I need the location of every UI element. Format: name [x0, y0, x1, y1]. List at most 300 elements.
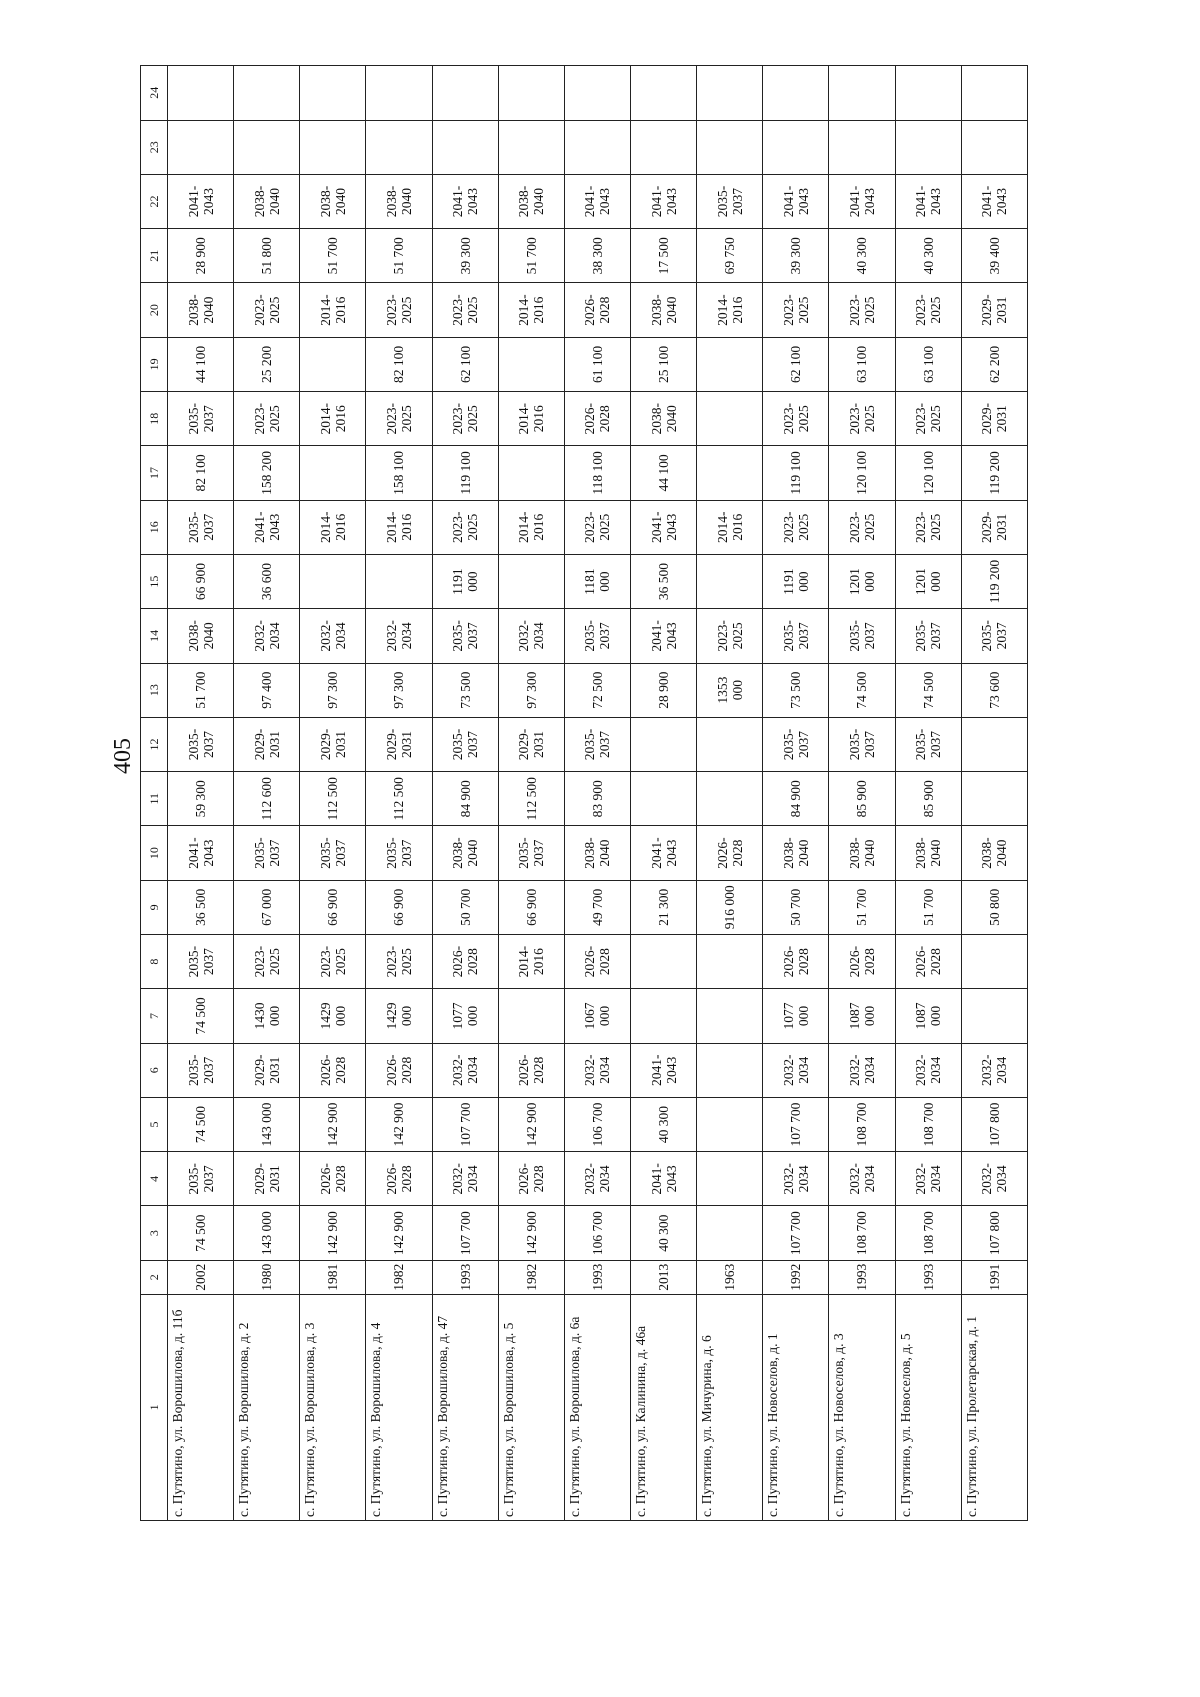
table-cell: [697, 1152, 763, 1206]
table-row: [234, 66, 300, 1521]
table-cell: 2029-2031: [234, 1152, 300, 1206]
table-cell: [300, 120, 366, 174]
table-cell: 2041-2043: [168, 174, 234, 228]
table-cell: [697, 392, 763, 446]
table-cell: [763, 66, 829, 121]
table-cell: 112 500: [498, 772, 564, 826]
table-cell: 21 300: [630, 880, 696, 934]
table-cell: 158 200: [234, 446, 300, 500]
table-cell: 51 800: [234, 229, 300, 283]
table-cell: 1982: [498, 1260, 564, 1294]
table-cell: 2038-2040: [234, 174, 300, 228]
table-cell: 59 300: [168, 772, 234, 826]
table-cell: [234, 66, 300, 121]
table-cell: 51 700: [366, 229, 432, 283]
table-cell: 2035-2037: [829, 717, 895, 771]
table-cell: [961, 120, 1027, 174]
table-cell: 2032-2034: [763, 1043, 829, 1097]
table-cell: 39 300: [432, 229, 498, 283]
column-number-cell: 10: [141, 826, 168, 880]
table-cell: 2035-2037: [961, 609, 1027, 663]
table-cell: 2032-2034: [234, 609, 300, 663]
table-row: [564, 66, 630, 1521]
table-cell: 2023-2025: [432, 283, 498, 337]
table-cell: 112 600: [234, 772, 300, 826]
column-number-cell: 3: [141, 1206, 168, 1260]
table-cell: [366, 66, 432, 121]
table-cell: 2029-2031: [300, 717, 366, 771]
table-cell: 2014-2016: [498, 500, 564, 554]
table-cell: 1981: [300, 1260, 366, 1294]
table-cell: 2032-2034: [763, 1152, 829, 1206]
table-cell: 63 100: [829, 337, 895, 391]
table-cell: 2032-2034: [829, 1043, 895, 1097]
table-cell: 2035-2037: [168, 1152, 234, 1206]
table-cell: [630, 989, 696, 1043]
column-number-cell: 7: [141, 989, 168, 1043]
table-cell: 112 500: [300, 772, 366, 826]
table-cell: 2023-2025: [234, 392, 300, 446]
column-number-cell: 15: [141, 554, 168, 608]
table-cell: [697, 989, 763, 1043]
table-cell: 66 900: [366, 880, 432, 934]
table-cell: 74 500: [168, 1206, 234, 1260]
table-cell: [697, 1043, 763, 1097]
table-cell: 49 700: [564, 880, 630, 934]
table-cell: 2032-2034: [366, 609, 432, 663]
address-cell: с. Путятино, ул. Калинина, д. 46а: [630, 1294, 696, 1520]
table-cell: 28 900: [630, 663, 696, 717]
column-number-row: [141, 66, 168, 1521]
table-cell: 2023-2025: [300, 935, 366, 989]
table-cell: 85 900: [895, 772, 961, 826]
table-cell: 2029-2031: [366, 717, 432, 771]
table-cell: 1429 000: [366, 989, 432, 1043]
address-cell: с. Путятино, ул. Ворошилова, д. 3: [300, 1294, 366, 1520]
table-cell: 2029-2031: [961, 500, 1027, 554]
table-cell: 2038-2040: [763, 826, 829, 880]
table-cell: 2023-2025: [564, 500, 630, 554]
table-cell: 2014-2016: [498, 392, 564, 446]
table-cell: 66 900: [168, 554, 234, 608]
table-cell: 2032-2034: [300, 609, 366, 663]
table-cell: 25 100: [630, 337, 696, 391]
table-cell: 1993: [829, 1260, 895, 1294]
table-cell: 2023-2025: [895, 283, 961, 337]
table-cell: 2041-2043: [630, 500, 696, 554]
housing-repair-schedule-table: [140, 65, 1028, 1521]
table-cell: 2035-2037: [763, 717, 829, 771]
table-cell: 2026-2028: [697, 826, 763, 880]
table-cell: 2026-2028: [829, 935, 895, 989]
table-cell: 2041-2043: [432, 174, 498, 228]
rotated-table-container: [140, 65, 1028, 1521]
table-row: [366, 66, 432, 1521]
table-cell: 2029-2031: [498, 717, 564, 771]
address-cell: с. Путятино, ул. Мичурина, д. 6: [697, 1294, 763, 1520]
table-cell: 2041-2043: [630, 826, 696, 880]
table-cell: 74 500: [168, 1097, 234, 1151]
table-cell: 106 700: [564, 1206, 630, 1260]
table-cell: 36 500: [630, 554, 696, 608]
table-cell: 2038-2040: [630, 283, 696, 337]
table-cell: 2038-2040: [498, 174, 564, 228]
table-cell: 2029-2031: [234, 717, 300, 771]
table-cell: 73 600: [961, 663, 1027, 717]
table-cell: 2035-2037: [168, 392, 234, 446]
table-cell: 1353 000: [697, 663, 763, 717]
address-cell: с. Путятино, ул. Ворошилова, д. 47: [432, 1294, 498, 1520]
table-cell: 1181 000: [564, 554, 630, 608]
table-cell: 51 700: [168, 663, 234, 717]
table-cell: 74 500: [829, 663, 895, 717]
table-cell: 2038-2040: [168, 283, 234, 337]
column-number-cell: 22: [141, 174, 168, 228]
table-cell: [697, 446, 763, 500]
table-cell: 2035-2037: [366, 826, 432, 880]
table-cell: 50 700: [432, 880, 498, 934]
table-cell: 2026-2028: [564, 283, 630, 337]
table-cell: 2035-2037: [432, 717, 498, 771]
table-cell: 2023-2025: [432, 392, 498, 446]
table-cell: 2023-2025: [234, 935, 300, 989]
table-cell: 2023-2025: [829, 500, 895, 554]
table-cell: 62 100: [763, 337, 829, 391]
table-row: [697, 66, 763, 1521]
table-cell: 2023-2025: [432, 500, 498, 554]
table-cell: [697, 337, 763, 391]
table-cell: 107 700: [763, 1097, 829, 1151]
table-cell: 2035-2037: [234, 826, 300, 880]
table-cell: 2023-2025: [895, 500, 961, 554]
table-cell: 82 100: [168, 446, 234, 500]
table-cell: 106 700: [564, 1097, 630, 1151]
table-cell: 2041-2043: [630, 174, 696, 228]
table-cell: 74 500: [168, 989, 234, 1043]
table-cell: 28 900: [168, 229, 234, 283]
table-cell: 119 100: [763, 446, 829, 500]
table-cell: [697, 717, 763, 771]
table-cell: [961, 66, 1027, 121]
table-cell: [895, 66, 961, 121]
table-cell: [630, 66, 696, 121]
table-cell: 38 300: [564, 229, 630, 283]
table-cell: 2041-2043: [630, 1152, 696, 1206]
table-cell: 1201 000: [895, 554, 961, 608]
table-cell: [300, 554, 366, 608]
table-cell: 2041-2043: [895, 174, 961, 228]
table-cell: 1429 000: [300, 989, 366, 1043]
table-cell: 1191 000: [763, 554, 829, 608]
table-cell: [234, 120, 300, 174]
table-cell: 85 900: [829, 772, 895, 826]
table-cell: 2014-2016: [498, 935, 564, 989]
table-cell: 2035-2037: [300, 826, 366, 880]
table-cell: 142 900: [498, 1097, 564, 1151]
table-cell: 40 300: [829, 229, 895, 283]
table-cell: 2035-2037: [168, 1043, 234, 1097]
table-cell: 2023-2025: [697, 609, 763, 663]
address-cell: с. Путятино, ул. Ворошилова, д. 5: [498, 1294, 564, 1520]
table-cell: [432, 66, 498, 121]
table-cell: 62 200: [961, 337, 1027, 391]
table-cell: 2023-2025: [366, 935, 432, 989]
table-cell: 2038-2040: [432, 826, 498, 880]
table-cell: 108 700: [895, 1206, 961, 1260]
table-cell: [697, 935, 763, 989]
table-cell: 107 800: [961, 1097, 1027, 1151]
table-cell: 2041-2043: [234, 500, 300, 554]
table-cell: 2014-2016: [300, 500, 366, 554]
column-number-cell: 17: [141, 446, 168, 500]
table-cell: 2035-2037: [564, 609, 630, 663]
table-cell: [366, 554, 432, 608]
table-row: [961, 66, 1027, 1521]
table-cell: 73 500: [432, 663, 498, 717]
table-cell: [697, 772, 763, 826]
table-cell: [168, 66, 234, 121]
table-cell: 51 700: [300, 229, 366, 283]
table-cell: 2032-2034: [432, 1043, 498, 1097]
table-row: [895, 66, 961, 1521]
table-cell: 25 200: [234, 337, 300, 391]
table-cell: 2026-2028: [564, 392, 630, 446]
table-cell: [564, 120, 630, 174]
table-cell: 2035-2037: [895, 717, 961, 771]
table-cell: 2023-2025: [366, 392, 432, 446]
table-cell: [630, 935, 696, 989]
table-cell: 2026-2028: [300, 1043, 366, 1097]
table-cell: [829, 66, 895, 121]
table-cell: [498, 446, 564, 500]
table-cell: 40 300: [895, 229, 961, 283]
column-number-cell: 19: [141, 337, 168, 391]
address-cell: с. Путятино, ул. Ворошилова, д. 6а: [564, 1294, 630, 1520]
column-number-cell: 9: [141, 880, 168, 934]
column-number-cell: 11: [141, 772, 168, 826]
address-cell: с. Путятино, ул. Ворошилова, д. 4: [366, 1294, 432, 1520]
column-number-cell: 16: [141, 500, 168, 554]
table-cell: [498, 554, 564, 608]
table-cell: 44 100: [630, 446, 696, 500]
table-cell: 2035-2037: [168, 717, 234, 771]
column-number-cell: 13: [141, 663, 168, 717]
column-number-cell: 4: [141, 1152, 168, 1206]
table-row: [763, 66, 829, 1521]
address-cell: с. Путятино, ул. Новоселов, д. 5: [895, 1294, 961, 1520]
table-cell: 2035-2037: [895, 609, 961, 663]
table-cell: 2023-2025: [366, 283, 432, 337]
table-cell: 2023-2025: [763, 283, 829, 337]
table-cell: 107 700: [432, 1097, 498, 1151]
table-cell: [300, 446, 366, 500]
table-cell: [498, 337, 564, 391]
table-cell: [366, 120, 432, 174]
table-cell: 2041-2043: [564, 174, 630, 228]
table-cell: [498, 989, 564, 1043]
table-cell: 1993: [895, 1260, 961, 1294]
table-cell: 2014-2016: [697, 500, 763, 554]
table-cell: 67 000: [234, 880, 300, 934]
table-cell: [498, 120, 564, 174]
table-cell: 44 100: [168, 337, 234, 391]
table-cell: 2026-2028: [763, 935, 829, 989]
table-cell: 2023-2025: [763, 392, 829, 446]
table-cell: 1201 000: [829, 554, 895, 608]
table-cell: 2023-2025: [829, 283, 895, 337]
table-cell: 1067 000: [564, 989, 630, 1043]
column-number-cell: 12: [141, 717, 168, 771]
table-cell: 2041-2043: [763, 174, 829, 228]
table-cell: 2041-2043: [961, 174, 1027, 228]
table-cell: 2014-2016: [366, 500, 432, 554]
table-cell: 40 300: [630, 1097, 696, 1151]
table-cell: 120 100: [895, 446, 961, 500]
table-cell: 108 700: [829, 1206, 895, 1260]
table-cell: 142 900: [300, 1206, 366, 1260]
column-number-cell: 20: [141, 283, 168, 337]
table-cell: 2026-2028: [498, 1152, 564, 1206]
table-cell: 2035-2037: [697, 174, 763, 228]
address-cell: с. Путятино, ул. Новоселов, д. 1: [763, 1294, 829, 1520]
table-cell: 2038-2040: [630, 392, 696, 446]
table-cell: 107 700: [432, 1206, 498, 1260]
column-number-cell: 1: [141, 1294, 168, 1520]
table-cell: 2035-2037: [498, 826, 564, 880]
column-number-cell: 14: [141, 609, 168, 663]
table-row: [498, 66, 564, 1521]
table-cell: 2035-2037: [564, 717, 630, 771]
table-cell: 2041-2043: [630, 609, 696, 663]
table-cell: 61 100: [564, 337, 630, 391]
table-cell: 1980: [234, 1260, 300, 1294]
table-row: [829, 66, 895, 1521]
table-cell: 50 700: [763, 880, 829, 934]
table-row: [300, 66, 366, 1521]
table-cell: 97 300: [498, 663, 564, 717]
table-cell: 2041-2043: [630, 1043, 696, 1097]
table-cell: 143 000: [234, 1097, 300, 1151]
table-cell: 2038-2040: [366, 174, 432, 228]
table-cell: 142 900: [498, 1206, 564, 1260]
table-cell: 2038-2040: [564, 826, 630, 880]
column-number-cell: 24: [141, 66, 168, 121]
table-cell: [697, 1206, 763, 1260]
table-cell: 2026-2028: [300, 1152, 366, 1206]
table-cell: 2026-2028: [432, 935, 498, 989]
table-cell: 2041-2043: [829, 174, 895, 228]
table-cell: 50 800: [961, 880, 1027, 934]
table-cell: 1077 000: [763, 989, 829, 1043]
table-cell: 119 200: [961, 554, 1027, 608]
table-cell: 62 100: [432, 337, 498, 391]
table-cell: 2032-2034: [961, 1152, 1027, 1206]
table-cell: 97 400: [234, 663, 300, 717]
table-cell: 1993: [432, 1260, 498, 1294]
table-cell: [432, 120, 498, 174]
address-cell: с. Путятино, ул. Новоселов, д. 3: [829, 1294, 895, 1520]
table-cell: 97 300: [366, 663, 432, 717]
column-number-cell: 2: [141, 1260, 168, 1294]
table-cell: 2032-2034: [564, 1043, 630, 1097]
table-cell: 2035-2037: [829, 609, 895, 663]
table-cell: 2032-2034: [895, 1043, 961, 1097]
table-cell: 2023-2025: [234, 283, 300, 337]
table-cell: 17 500: [630, 229, 696, 283]
table-cell: [763, 120, 829, 174]
table-cell: 2013: [630, 1260, 696, 1294]
table-cell: 84 900: [763, 772, 829, 826]
table-cell: [630, 717, 696, 771]
address-cell: с. Путятино, ул. Ворошилова, д. 11б: [168, 1294, 234, 1520]
table-cell: 108 700: [895, 1097, 961, 1151]
table-cell: 2014-2016: [300, 392, 366, 446]
table-cell: 2014-2016: [697, 283, 763, 337]
page-number: 405: [110, 738, 136, 774]
table-cell: 1992: [763, 1260, 829, 1294]
table-cell: 2041-2043: [168, 826, 234, 880]
column-number-cell: 5: [141, 1097, 168, 1151]
table-cell: 108 700: [829, 1097, 895, 1151]
table-cell: 1963: [697, 1260, 763, 1294]
table-cell: 2014-2016: [498, 283, 564, 337]
table-cell: 2038-2040: [829, 826, 895, 880]
table-cell: [697, 1097, 763, 1151]
table-cell: 2026-2028: [366, 1043, 432, 1097]
table-cell: 142 900: [366, 1206, 432, 1260]
table-cell: 119 200: [961, 446, 1027, 500]
table-row: [630, 66, 696, 1521]
column-number-cell: 21: [141, 229, 168, 283]
table-cell: 2032-2034: [961, 1043, 1027, 1097]
table-cell: [300, 337, 366, 391]
table-cell: 158 100: [366, 446, 432, 500]
table-cell: 83 900: [564, 772, 630, 826]
table-cell: 2026-2028: [366, 1152, 432, 1206]
table-cell: 119 100: [432, 446, 498, 500]
table-cell: 36 500: [168, 880, 234, 934]
table-cell: 142 900: [300, 1097, 366, 1151]
table-cell: 2026-2028: [895, 935, 961, 989]
table-cell: 2038-2040: [961, 826, 1027, 880]
table-cell: 2032-2034: [498, 609, 564, 663]
table-cell: 107 700: [763, 1206, 829, 1260]
table-cell: 51 700: [498, 229, 564, 283]
table-cell: [829, 120, 895, 174]
table-cell: 74 500: [895, 663, 961, 717]
table-cell: 2032-2034: [564, 1152, 630, 1206]
column-number-cell: 18: [141, 392, 168, 446]
table-cell: 2029-2031: [234, 1043, 300, 1097]
table-cell: 66 900: [498, 880, 564, 934]
table-cell: 2026-2028: [564, 935, 630, 989]
table-cell: 84 900: [432, 772, 498, 826]
table-cell: 1191 000: [432, 554, 498, 608]
table-cell: 97 300: [300, 663, 366, 717]
table-cell: 2035-2037: [763, 609, 829, 663]
table-cell: 72 500: [564, 663, 630, 717]
column-number-cell: 8: [141, 935, 168, 989]
table-row: [168, 66, 234, 1521]
table-cell: 2035-2037: [168, 500, 234, 554]
table-cell: [168, 120, 234, 174]
table-cell: 142 900: [366, 1097, 432, 1151]
table-cell: 2035-2037: [168, 935, 234, 989]
address-cell: с. Путятино, ул. Ворошилова, д. 2: [234, 1294, 300, 1520]
table-cell: 36 600: [234, 554, 300, 608]
table-cell: 2014-2016: [300, 283, 366, 337]
table-cell: [564, 66, 630, 121]
